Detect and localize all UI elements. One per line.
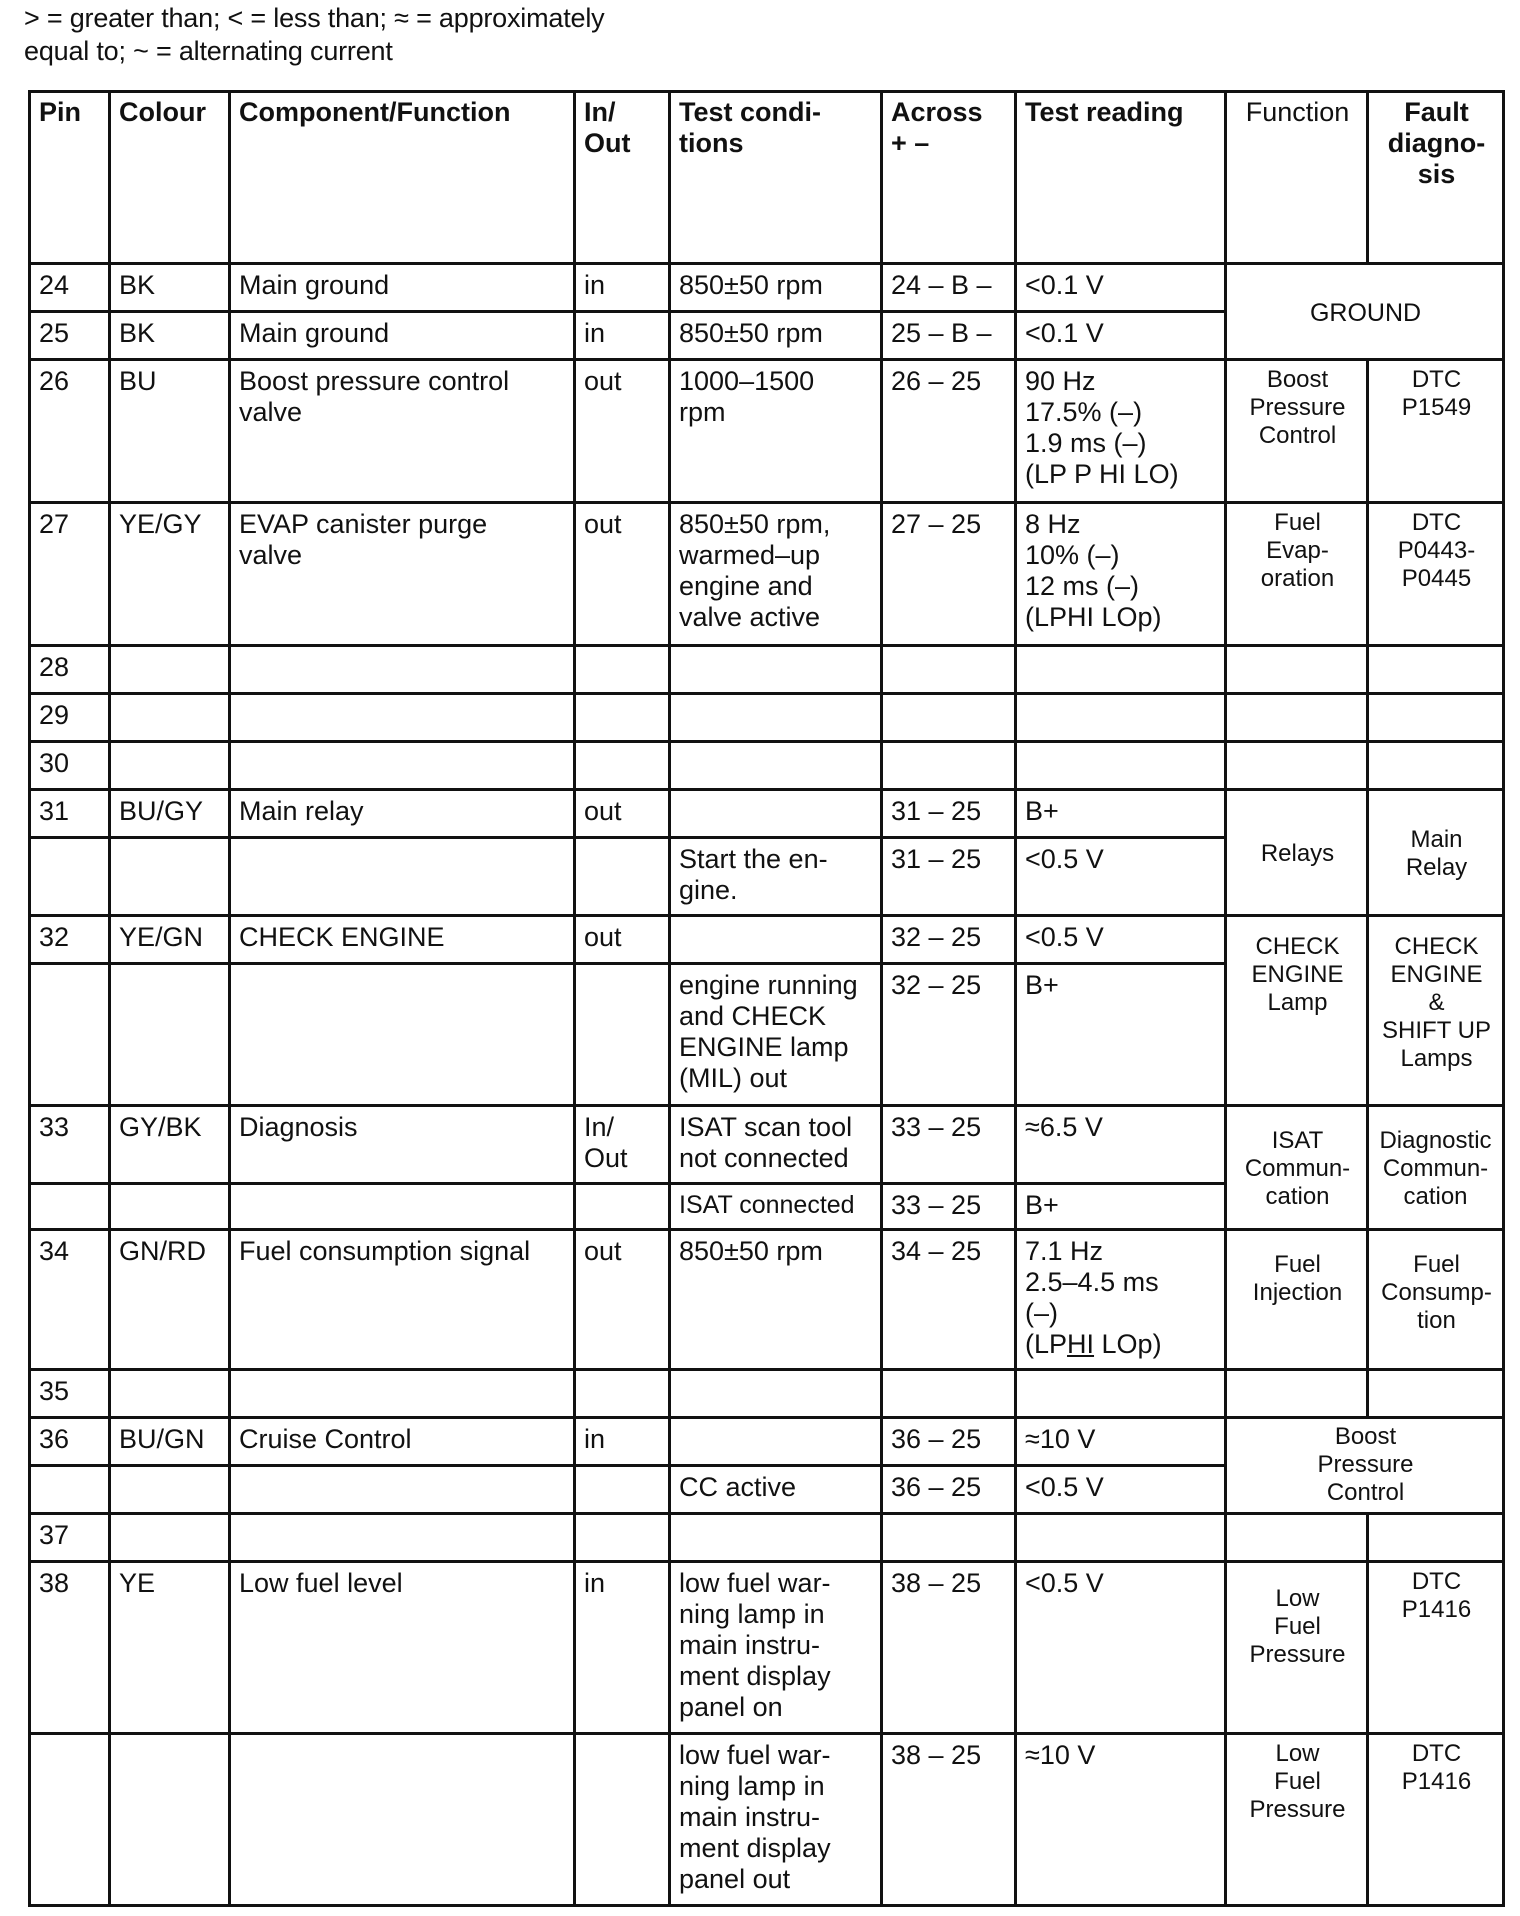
- reading-cell: [1016, 1230, 1226, 1370]
- component-cell: Boost pressure control valve: [230, 360, 575, 503]
- reading-cell: <0.1 V: [1016, 264, 1226, 312]
- pin-cell: 36: [30, 1418, 110, 1466]
- inout-cell: in: [575, 264, 670, 312]
- condition-cell: 850±50 rpm, warmed–up engine and valve active: [670, 503, 882, 646]
- colour-cell: BK: [110, 264, 230, 312]
- function-cell: Fuel Injection: [1226, 1230, 1368, 1370]
- across-cell: 31 – 25: [882, 790, 1016, 838]
- inout-cell: in: [575, 1562, 670, 1734]
- condition-cell: 850±50 rpm: [670, 312, 882, 360]
- across-cell: 25 – B –: [882, 312, 1016, 360]
- pin-cell: 38: [30, 1562, 110, 1734]
- table-row: [30, 646, 1504, 694]
- pin-cell: 27: [30, 503, 110, 646]
- inout-cell: in: [575, 1418, 670, 1466]
- condition-cell: [670, 1418, 882, 1466]
- component-cell: Main ground: [230, 264, 575, 312]
- legend-line-1: > = greater than; < = less than; ≈ = approximately: [24, 3, 605, 33]
- across-cell: 38 – 25: [882, 1734, 1016, 1906]
- legend-line-2: equal to; ~ = alternating current: [24, 36, 393, 66]
- pin-cell: 31: [30, 790, 110, 838]
- across-cell: 33 – 25: [882, 1184, 1016, 1230]
- pin-cell: 29: [30, 694, 110, 742]
- reading-cell: <0.5 V: [1016, 916, 1226, 964]
- pin-cell: 25: [30, 312, 110, 360]
- colour-cell: BU: [110, 360, 230, 503]
- reading-cell: 90 Hz 17.5% (–) 1.9 ms (–) (LP P HI LO): [1016, 360, 1226, 503]
- table-row: [30, 360, 1504, 503]
- function-cell: CHECK ENGINE Lamp: [1226, 916, 1368, 1106]
- pin-cell: 34: [30, 1230, 110, 1370]
- table-row: [30, 1106, 1504, 1184]
- colour-cell: GN/RD: [110, 1230, 230, 1370]
- fault-cell: Fuel Consump- tion: [1368, 1230, 1504, 1370]
- across-cell: 31 – 25: [882, 838, 1016, 916]
- component-cell: Main relay: [230, 790, 575, 838]
- condition-cell: 1000–1500 rpm: [670, 360, 882, 503]
- across-cell: 27 – 25: [882, 503, 1016, 646]
- component-cell: Low fuel level: [230, 1562, 575, 1734]
- component-cell: CHECK ENGINE: [230, 916, 575, 964]
- condition-cell: Start the en- gine.: [670, 838, 882, 916]
- component-cell: EVAP canister purge valve: [230, 503, 575, 646]
- function-cell: GROUND: [1226, 264, 1504, 360]
- reading-cell: <0.5 V: [1016, 1562, 1226, 1734]
- condition-cell: [670, 916, 882, 964]
- colour-cell: YE/GN: [110, 916, 230, 964]
- fault-cell: DTC P1549: [1368, 360, 1504, 503]
- across-cell: 26 – 25: [882, 360, 1016, 503]
- legend: [24, 2, 924, 68]
- header-function: Function: [1226, 92, 1368, 264]
- table-row: [30, 1370, 1504, 1418]
- table-row: [30, 1514, 1504, 1562]
- fault-cell: CHECK ENGINE & SHIFT UP Lamps: [1368, 916, 1504, 1106]
- colour-cell: BU/GN: [110, 1418, 230, 1466]
- reading-text: LOp): [1094, 1329, 1162, 1359]
- inout-cell: in: [575, 312, 670, 360]
- fault-cell: DTC P0443- P0445: [1368, 503, 1504, 646]
- inout-cell: out: [575, 503, 670, 646]
- across-cell: 24 – B –: [882, 264, 1016, 312]
- across-cell: 33 – 25: [882, 1106, 1016, 1184]
- component-cell: Diagnosis: [230, 1106, 575, 1184]
- across-cell: 38 – 25: [882, 1562, 1016, 1734]
- reading-cell: ≈6.5 V: [1016, 1106, 1226, 1184]
- pin-cell: 24: [30, 264, 110, 312]
- inout-cell: out: [575, 1230, 670, 1370]
- header-across: Across + –: [882, 92, 1016, 264]
- pin-cell: 26: [30, 360, 110, 503]
- function-cell: Relays: [1226, 790, 1368, 916]
- component-cell: Fuel consumption signal: [230, 1230, 575, 1370]
- reading-cell: B+: [1016, 1184, 1226, 1230]
- function-cell: Low Fuel Pressure: [1226, 1562, 1368, 1734]
- pin-cell: 30: [30, 742, 110, 790]
- condition-cell: low fuel war- ning lamp in main instru- ment display panel out: [670, 1734, 882, 1906]
- table-row: [30, 1562, 1504, 1734]
- function-cell: Boost Pressure Control: [1226, 1418, 1504, 1514]
- inout-cell: out: [575, 360, 670, 503]
- pin-cell: 33: [30, 1106, 110, 1184]
- across-cell: 36 – 25: [882, 1466, 1016, 1514]
- header-row: [30, 92, 1504, 264]
- table-row: [30, 742, 1504, 790]
- condition-cell: CC active: [670, 1466, 882, 1514]
- header-colour: Colour: [110, 92, 230, 264]
- table-row: [30, 503, 1504, 646]
- pin-table: [28, 90, 1505, 1907]
- condition-cell: ISAT scan tool not connected: [670, 1106, 882, 1184]
- fault-cell: Main Relay: [1368, 790, 1504, 916]
- reading-cell: B+: [1016, 964, 1226, 1106]
- reading-cell: 8 Hz 10% (–) 12 ms (–) (LPHI LOp): [1016, 503, 1226, 646]
- table-row: [30, 790, 1504, 838]
- header-pin: Pin: [30, 92, 110, 264]
- condition-cell: 850±50 rpm: [670, 1230, 882, 1370]
- header-fault-diagnosis: Fault diagno- sis: [1368, 92, 1504, 264]
- pin-cell: 28: [30, 646, 110, 694]
- reading-cell: <0.1 V: [1016, 312, 1226, 360]
- colour-cell: YE: [110, 1562, 230, 1734]
- reading-cell: <0.5 V: [1016, 838, 1226, 916]
- condition-cell: engine running and CHECK ENGINE lamp (MIL) out: [670, 964, 882, 1106]
- condition-cell: ISAT connected: [670, 1184, 882, 1230]
- function-cell: Fuel Evap- oration: [1226, 503, 1368, 646]
- colour-cell: BK: [110, 312, 230, 360]
- reading-underlined: HI: [1067, 1329, 1095, 1359]
- across-cell: 36 – 25: [882, 1418, 1016, 1466]
- reading-text: 7.1 Hz 2.5–4.5 ms (–) (LP: [1025, 1236, 1159, 1359]
- across-cell: 32 – 25: [882, 964, 1016, 1106]
- header-component: Component/Function: [230, 92, 575, 264]
- reading-cell: ≈10 V: [1016, 1418, 1226, 1466]
- colour-cell: YE/GY: [110, 503, 230, 646]
- inout-cell: In/ Out: [575, 1106, 670, 1184]
- across-cell: 34 – 25: [882, 1230, 1016, 1370]
- table-row: [30, 1734, 1504, 1906]
- condition-cell: [670, 790, 882, 838]
- component-cell: Cruise Control: [230, 1418, 575, 1466]
- header-inout: In/ Out: [575, 92, 670, 264]
- fault-cell: DTC P1416: [1368, 1734, 1504, 1906]
- reading-cell: ≈10 V: [1016, 1734, 1226, 1906]
- function-cell: Low Fuel Pressure: [1226, 1734, 1368, 1906]
- table-row: [30, 694, 1504, 742]
- colour-cell: BU/GY: [110, 790, 230, 838]
- pin-cell: 32: [30, 916, 110, 964]
- table-row: [30, 916, 1504, 964]
- component-cell: Main ground: [230, 312, 575, 360]
- pin-cell: 35: [30, 1370, 110, 1418]
- header-test-reading: Test reading: [1016, 92, 1226, 264]
- header-test-conditions: Test condi- tions: [670, 92, 882, 264]
- table-row: [30, 1230, 1504, 1370]
- table-row: [30, 264, 1504, 312]
- pin-cell: 37: [30, 1514, 110, 1562]
- function-cell: Boost Pressure Control: [1226, 360, 1368, 503]
- reading-cell: B+: [1016, 790, 1226, 838]
- condition-cell: 850±50 rpm: [670, 264, 882, 312]
- fault-cell: DTC P1416: [1368, 1562, 1504, 1734]
- inout-cell: out: [575, 916, 670, 964]
- condition-cell: low fuel war- ning lamp in main instru- ment display panel on: [670, 1562, 882, 1734]
- function-cell: ISAT Commun- cation: [1226, 1106, 1368, 1230]
- table-row: [30, 1418, 1504, 1466]
- fault-cell: Diagnostic Commun- cation: [1368, 1106, 1504, 1230]
- reading-cell: <0.5 V: [1016, 1466, 1226, 1514]
- across-cell: 32 – 25: [882, 916, 1016, 964]
- inout-cell: out: [575, 790, 670, 838]
- colour-cell: GY/BK: [110, 1106, 230, 1184]
